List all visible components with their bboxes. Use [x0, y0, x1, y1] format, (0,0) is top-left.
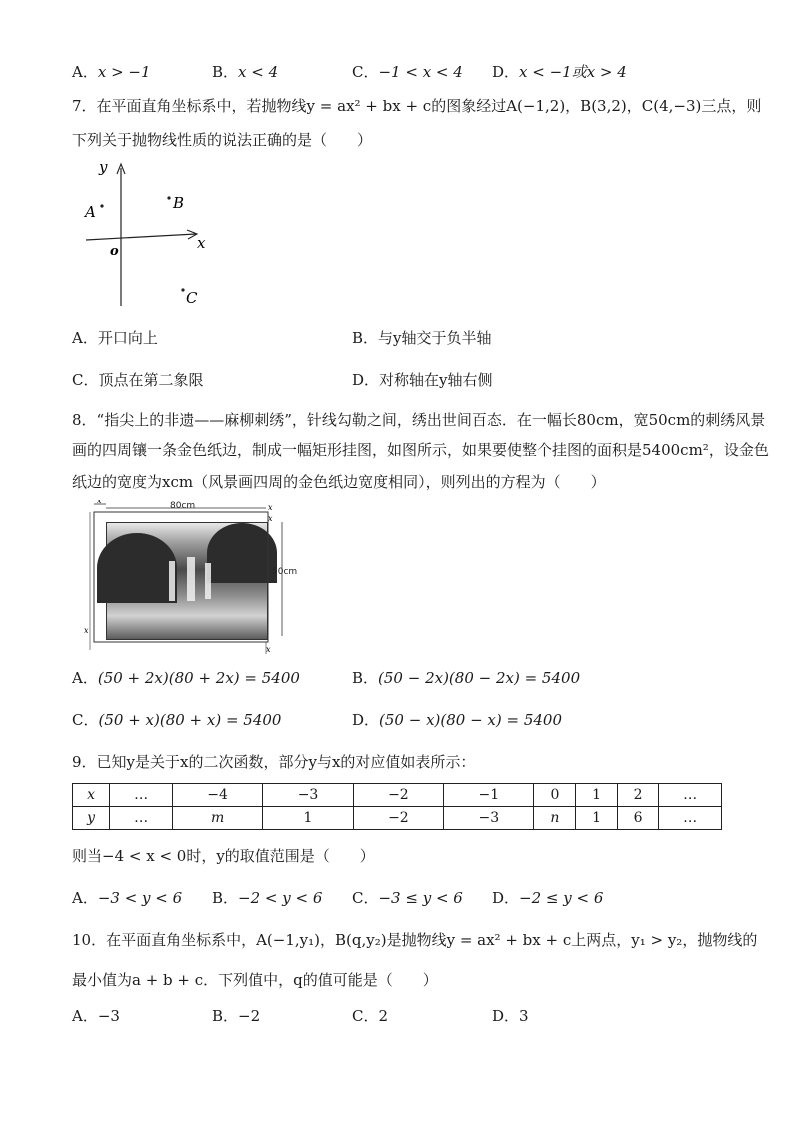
q10-stem-line-1: 10．在平面直角坐标系中，A(−1,y₁)，B(q,y₂)是抛物线y = ax² + bx + c上两点，y₁ > y₂，抛物线的 — [72, 931, 758, 949]
option-letter: B． — [352, 669, 379, 687]
side-dimension-label: 50cm — [272, 567, 298, 577]
q10-option-a[interactable] — [72, 1006, 120, 1026]
option-letter: C． — [352, 889, 379, 907]
q9-option-a[interactable] — [72, 888, 182, 908]
table-cell: … — [659, 784, 722, 807]
option-letter: B． — [352, 329, 379, 347]
table-cell: 2 — [617, 784, 658, 807]
y-axis-label: y — [99, 158, 108, 176]
option-letter: A． — [72, 329, 98, 347]
q8-stem-line-2: 画的四周镶一条金色纸边，制成一幅矩形挂图，如图所示，如果要使整个挂图的面积是5400cm²，设金色 — [72, 441, 769, 459]
option-letter: D． — [352, 711, 380, 729]
option-letter: B． — [212, 889, 239, 907]
q8-option-a[interactable] — [72, 668, 300, 688]
point-c-dot — [181, 288, 184, 291]
option-letter: A． — [72, 889, 98, 907]
q8-option-b[interactable] — [352, 668, 580, 688]
q6-option-b[interactable] — [212, 62, 278, 82]
option-text: 开口向上 — [97, 329, 158, 347]
option-letter: C． — [72, 711, 99, 729]
q9-option-c[interactable] — [352, 888, 463, 908]
option-text: 与y轴交于负半轴 — [378, 329, 492, 347]
option-letter: D． — [492, 1007, 520, 1025]
q7-option-c[interactable] — [72, 370, 204, 390]
origin-label: o — [110, 244, 119, 259]
q7-coordinate-figure — [80, 158, 210, 310]
q7-option-b[interactable] — [352, 328, 492, 348]
table-cell: 6 — [617, 807, 658, 830]
q7-stem-line-2: 下列关于抛物线性质的说法正确的是（ ） — [72, 131, 373, 149]
option-text: x < 4 — [238, 63, 279, 81]
q7-stem-line-1: 7．在平面直角坐标系中，若抛物线y = ax² + bx + c的图象经过A(−1,2)，B(3,2)，C(4,−3)三点，则 — [72, 97, 762, 115]
q9-option-d[interactable] — [492, 888, 603, 908]
x-label-top-left: x — [97, 500, 102, 505]
q10-option-d[interactable] — [492, 1006, 529, 1026]
q8-stem-line-3: 纸边的宽度为xcm（风景画四周的金色纸边宽度相同），则列出的方程为（ ） — [72, 473, 606, 491]
option-text: −2 ≤ y < 6 — [519, 889, 604, 907]
option-text: −3 — [97, 1007, 120, 1025]
table-cell: n — [534, 807, 576, 830]
option-letter: B． — [212, 63, 239, 81]
option-letter: B． — [212, 1007, 239, 1025]
table-cell: … — [659, 807, 722, 830]
option-text: (50 − x)(80 − x) = 5400 — [379, 711, 563, 729]
option-text: −2 < y < 6 — [238, 889, 323, 907]
table-cell: −3 — [263, 784, 353, 807]
x-label-top-right: x — [268, 503, 273, 512]
q9-stem-line-2: 则当−4 < x < 0时，y的取值范围是（ ） — [72, 847, 375, 865]
option-text: −3 < y < 6 — [97, 889, 183, 907]
option-text: x > −1 — [97, 63, 151, 81]
table-row-x — [73, 784, 722, 807]
q6-option-a[interactable] — [72, 62, 151, 82]
q8-option-d[interactable] — [352, 710, 562, 730]
q10-option-c[interactable] — [352, 1006, 388, 1026]
option-text: 对称轴在y轴右侧 — [379, 371, 493, 389]
point-c-label: C — [186, 289, 198, 307]
option-text: 顶点在第二象限 — [98, 371, 204, 389]
table-row-y — [73, 807, 722, 830]
option-letter: A． — [72, 1007, 98, 1025]
table-cell: 1 — [263, 807, 353, 830]
point-b-dot — [167, 196, 170, 199]
point-a-label: A — [85, 203, 96, 221]
outer-frame — [94, 512, 268, 642]
value-table — [72, 783, 722, 830]
table-cell: 0 — [534, 784, 576, 807]
option-text: −3 ≤ y < 6 — [378, 889, 463, 907]
option-text: x < −1或x > 4 — [519, 63, 627, 81]
option-letter: C． — [72, 371, 99, 389]
point-a-dot — [100, 204, 103, 207]
table-cell: … — [110, 784, 173, 807]
table-cell: y — [73, 807, 110, 830]
q8-option-c[interactable] — [72, 710, 281, 730]
option-text: (50 + x)(80 + x) = 5400 — [98, 711, 282, 729]
q10-option-b[interactable] — [212, 1006, 260, 1026]
option-text: (50 − 2x)(80 − 2x) = 5400 — [378, 669, 581, 687]
q8-frame-figure — [84, 500, 314, 656]
option-text: −2 — [238, 1007, 261, 1025]
q7-option-a[interactable] — [72, 328, 158, 348]
point-b-label: B — [173, 194, 185, 212]
q6-option-c[interactable] — [352, 62, 463, 82]
x-label-bottom-right: x — [266, 645, 271, 654]
option-letter: A． — [72, 669, 98, 687]
option-text: (50 + 2x)(80 + 2x) = 5400 — [97, 669, 300, 687]
option-letter: C． — [352, 1007, 379, 1025]
option-letter: D． — [352, 371, 380, 389]
option-letter: C． — [352, 63, 379, 81]
q9-option-b[interactable] — [212, 888, 322, 908]
table-cell: −2 — [353, 807, 443, 830]
table-cell: x — [73, 784, 110, 807]
q10-stem-line-2: 最小值为a + b + c．下列值中，q的值可能是（ ） — [72, 971, 438, 989]
table-cell: m — [172, 807, 262, 830]
q7-option-d[interactable] — [352, 370, 493, 390]
table-cell: −2 — [353, 784, 443, 807]
table-cell: −1 — [444, 784, 534, 807]
x-axis-label: x — [197, 234, 206, 252]
option-letter: D． — [492, 63, 520, 81]
option-text: −1 < x < 4 — [378, 63, 463, 81]
option-letter: A． — [72, 63, 98, 81]
option-text: 3 — [519, 1007, 529, 1025]
table-cell: −4 — [172, 784, 262, 807]
q9-stem-line-1: 9．已知y是关于x的二次函数，部分y与x的对应值如表所示： — [72, 753, 476, 771]
table-cell: −3 — [444, 807, 534, 830]
q6-option-d[interactable] — [492, 62, 627, 82]
x-axis — [86, 234, 196, 240]
x-label-left-lower: x — [84, 626, 89, 635]
option-text: 2 — [378, 1007, 389, 1025]
option-letter: D． — [492, 889, 520, 907]
x-label-right-upper: x — [268, 514, 273, 523]
top-dimension-label: 80cm — [170, 501, 196, 511]
q8-stem-line-1: 8．“指尖上的非遗——麻柳刺绣”，针线勾勒之间，绣出世间百态．在一幅长80cm，宽50cm的刺绣风景 — [72, 411, 766, 429]
table-cell: 1 — [576, 784, 617, 807]
table-cell: … — [110, 807, 173, 830]
table-cell: 1 — [576, 807, 617, 830]
